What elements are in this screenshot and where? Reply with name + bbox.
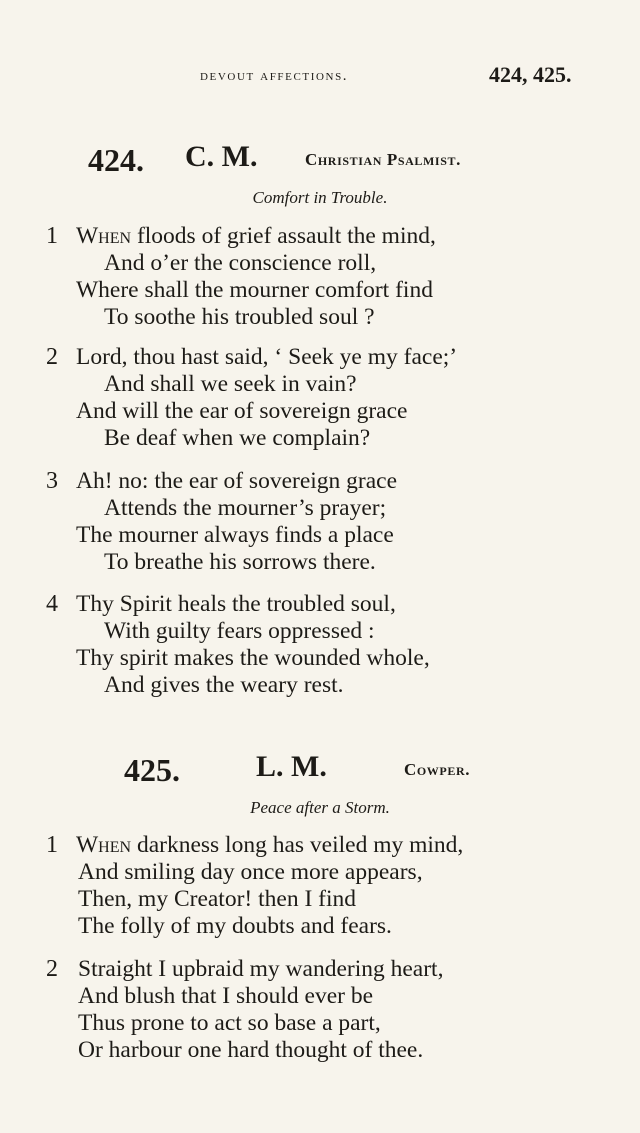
hymn-meter: L. M. xyxy=(256,750,327,783)
verse-line: Thy Spirit heals the troubled soul, xyxy=(76,591,396,617)
verse-number: 4 xyxy=(46,591,58,617)
hymn-meter: C. M. xyxy=(185,140,258,173)
running-head-page-numbers: 424, 425. xyxy=(489,62,572,87)
verse-line: To breathe his sorrows there. xyxy=(104,549,376,575)
verse-number: 3 xyxy=(46,468,58,494)
verse-number: 1 xyxy=(46,832,58,858)
verse-first-word: When xyxy=(76,832,132,858)
verse-line: And shall we seek in vain? xyxy=(104,371,357,397)
hymn-number: 425. xyxy=(124,752,180,788)
verse-line: When darkness long has veiled my mind, xyxy=(76,832,464,858)
hymn-author: Christian Psalmist. xyxy=(305,150,461,169)
verse-number: 2 xyxy=(46,344,58,370)
verse-line: Lord, thou hast said, ‘ Seek ye my face;’ xyxy=(76,344,458,370)
verse-first-word: When xyxy=(76,223,132,249)
verse-line: Or harbour one hard thought of thee. xyxy=(78,1037,424,1063)
verse-line: The folly of my doubts and fears. xyxy=(78,913,392,939)
verse-line: And gives the weary rest. xyxy=(104,672,344,698)
verse-line: Straight I upbraid my wandering heart, xyxy=(78,956,444,982)
verse-line: And smiling day once more appears, xyxy=(78,859,423,885)
verse-line: To soothe his troubled soul ? xyxy=(104,304,375,330)
running-head xyxy=(0,62,640,92)
verse-line: The mourner always finds a place xyxy=(76,522,394,548)
verse-number: 2 xyxy=(46,956,58,982)
verse-line: When floods of grief assault the mind, xyxy=(76,223,436,249)
verse-line: And will the ear of sovereign grace xyxy=(76,398,408,424)
hymn-425-heading xyxy=(0,750,640,790)
verse-line: And blush that I should ever be xyxy=(78,983,374,1009)
hymn-author: Cowper. xyxy=(404,760,471,779)
running-head-title: devout affections. xyxy=(200,68,349,84)
verse-line: Thy spirit makes the wounded whole, xyxy=(76,645,430,671)
hymn-number: 424. xyxy=(88,142,144,178)
hymn-424-heading xyxy=(0,140,640,180)
verse-line: Then, my Creator! then I find xyxy=(78,886,356,912)
verse-line: Be deaf when we complain? xyxy=(104,425,371,451)
hymn-subtitle: Comfort in Trouble. xyxy=(252,188,388,207)
verse-line: With guilty fears oppressed : xyxy=(104,618,375,644)
hymn-subtitle: Peace after a Storm. xyxy=(250,798,390,817)
verse-line: Attends the mourner’s prayer; xyxy=(104,495,387,521)
verse-line: Where shall the mourner comfort find xyxy=(76,277,433,303)
verse-line: And o’er the conscience roll, xyxy=(104,250,377,276)
verse-line: Ah! no: the ear of sovereign grace xyxy=(76,468,398,494)
verse-line: Thus prone to act so base a part, xyxy=(78,1010,381,1036)
verse-number: 1 xyxy=(46,223,58,249)
